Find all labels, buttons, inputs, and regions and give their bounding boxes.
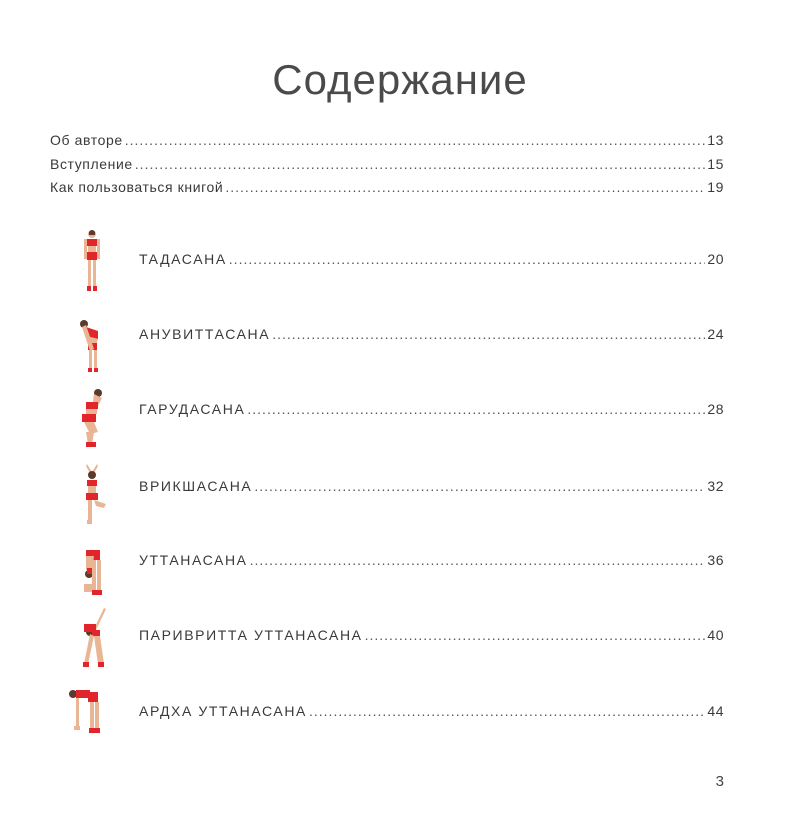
toc-entry-anuvittasana[interactable]	[139, 326, 724, 342]
toc-entry-page: 20	[707, 251, 724, 267]
dot-leader	[272, 326, 705, 342]
uttanasana-figure-icon	[74, 540, 110, 606]
page-number: 3	[715, 773, 724, 790]
toc-entry-about-author[interactable]	[50, 132, 724, 148]
toc-entry-tadasana[interactable]	[139, 251, 724, 267]
dot-leader	[309, 703, 705, 719]
toc-entry-uttanasana[interactable]	[139, 552, 724, 568]
toc-entry-label: Вступление	[50, 156, 133, 172]
vrikshasana-figure-icon	[74, 462, 110, 528]
toc-entry-page: 32	[707, 478, 724, 494]
parivritta-uttanasana-figure-icon	[74, 608, 110, 674]
toc-entry-page: 28	[707, 401, 724, 417]
toc-entry-label: ТАДАСАНА	[139, 251, 227, 267]
toc-entry-parivritta-uttanasana[interactable]	[139, 627, 724, 643]
toc-entry-label: Как пользоваться книгой	[50, 179, 224, 195]
toc-entry-introduction[interactable]	[50, 156, 724, 172]
dot-leader	[365, 627, 706, 643]
toc-entry-label: Об авторе	[50, 132, 123, 148]
toc-entry-label: УТТАНАСАНА	[139, 552, 248, 568]
toc-entry-page: 36	[707, 552, 724, 568]
toc-entry-label: АНУВИТТАСАНА	[139, 326, 271, 342]
dot-leader	[247, 401, 705, 417]
toc-entry-page: 15	[707, 156, 724, 172]
toc-entry-page: 13	[707, 132, 724, 148]
dot-leader	[250, 552, 706, 568]
anuvittasana-figure-icon	[74, 315, 110, 381]
toc-entry-label: ВРИКШАСАНА	[139, 478, 253, 494]
toc-entry-garudasana[interactable]	[139, 401, 724, 417]
dot-leader	[254, 478, 705, 494]
toc-entry-label: АРДХА УТТАНАСАНА	[139, 703, 307, 719]
toc-entry-label: ГАРУДАСАНА	[139, 401, 246, 417]
toc-entry-label: ПАРИВРИТТА УТТАНАСАНА	[139, 627, 363, 643]
dot-leader	[135, 156, 705, 172]
page-title: Содержание	[272, 56, 528, 103]
dot-leader	[125, 132, 705, 148]
toc-entry-vrikshasana[interactable]	[139, 478, 724, 494]
ardha-uttanasana-figure-icon	[68, 684, 104, 750]
tadasana-figure-icon	[74, 228, 110, 294]
toc-entry-how-to-use[interactable]	[50, 179, 724, 195]
dot-leader	[225, 179, 705, 195]
toc-entry-page: 24	[707, 326, 724, 342]
dot-leader	[229, 251, 706, 267]
toc-entry-page: 44	[707, 703, 724, 719]
toc-entry-page: 40	[707, 627, 724, 643]
toc-entry-page: 19	[707, 179, 724, 195]
garudasana-figure-icon	[74, 388, 110, 454]
toc-entry-ardha-uttanasana[interactable]	[139, 703, 724, 719]
